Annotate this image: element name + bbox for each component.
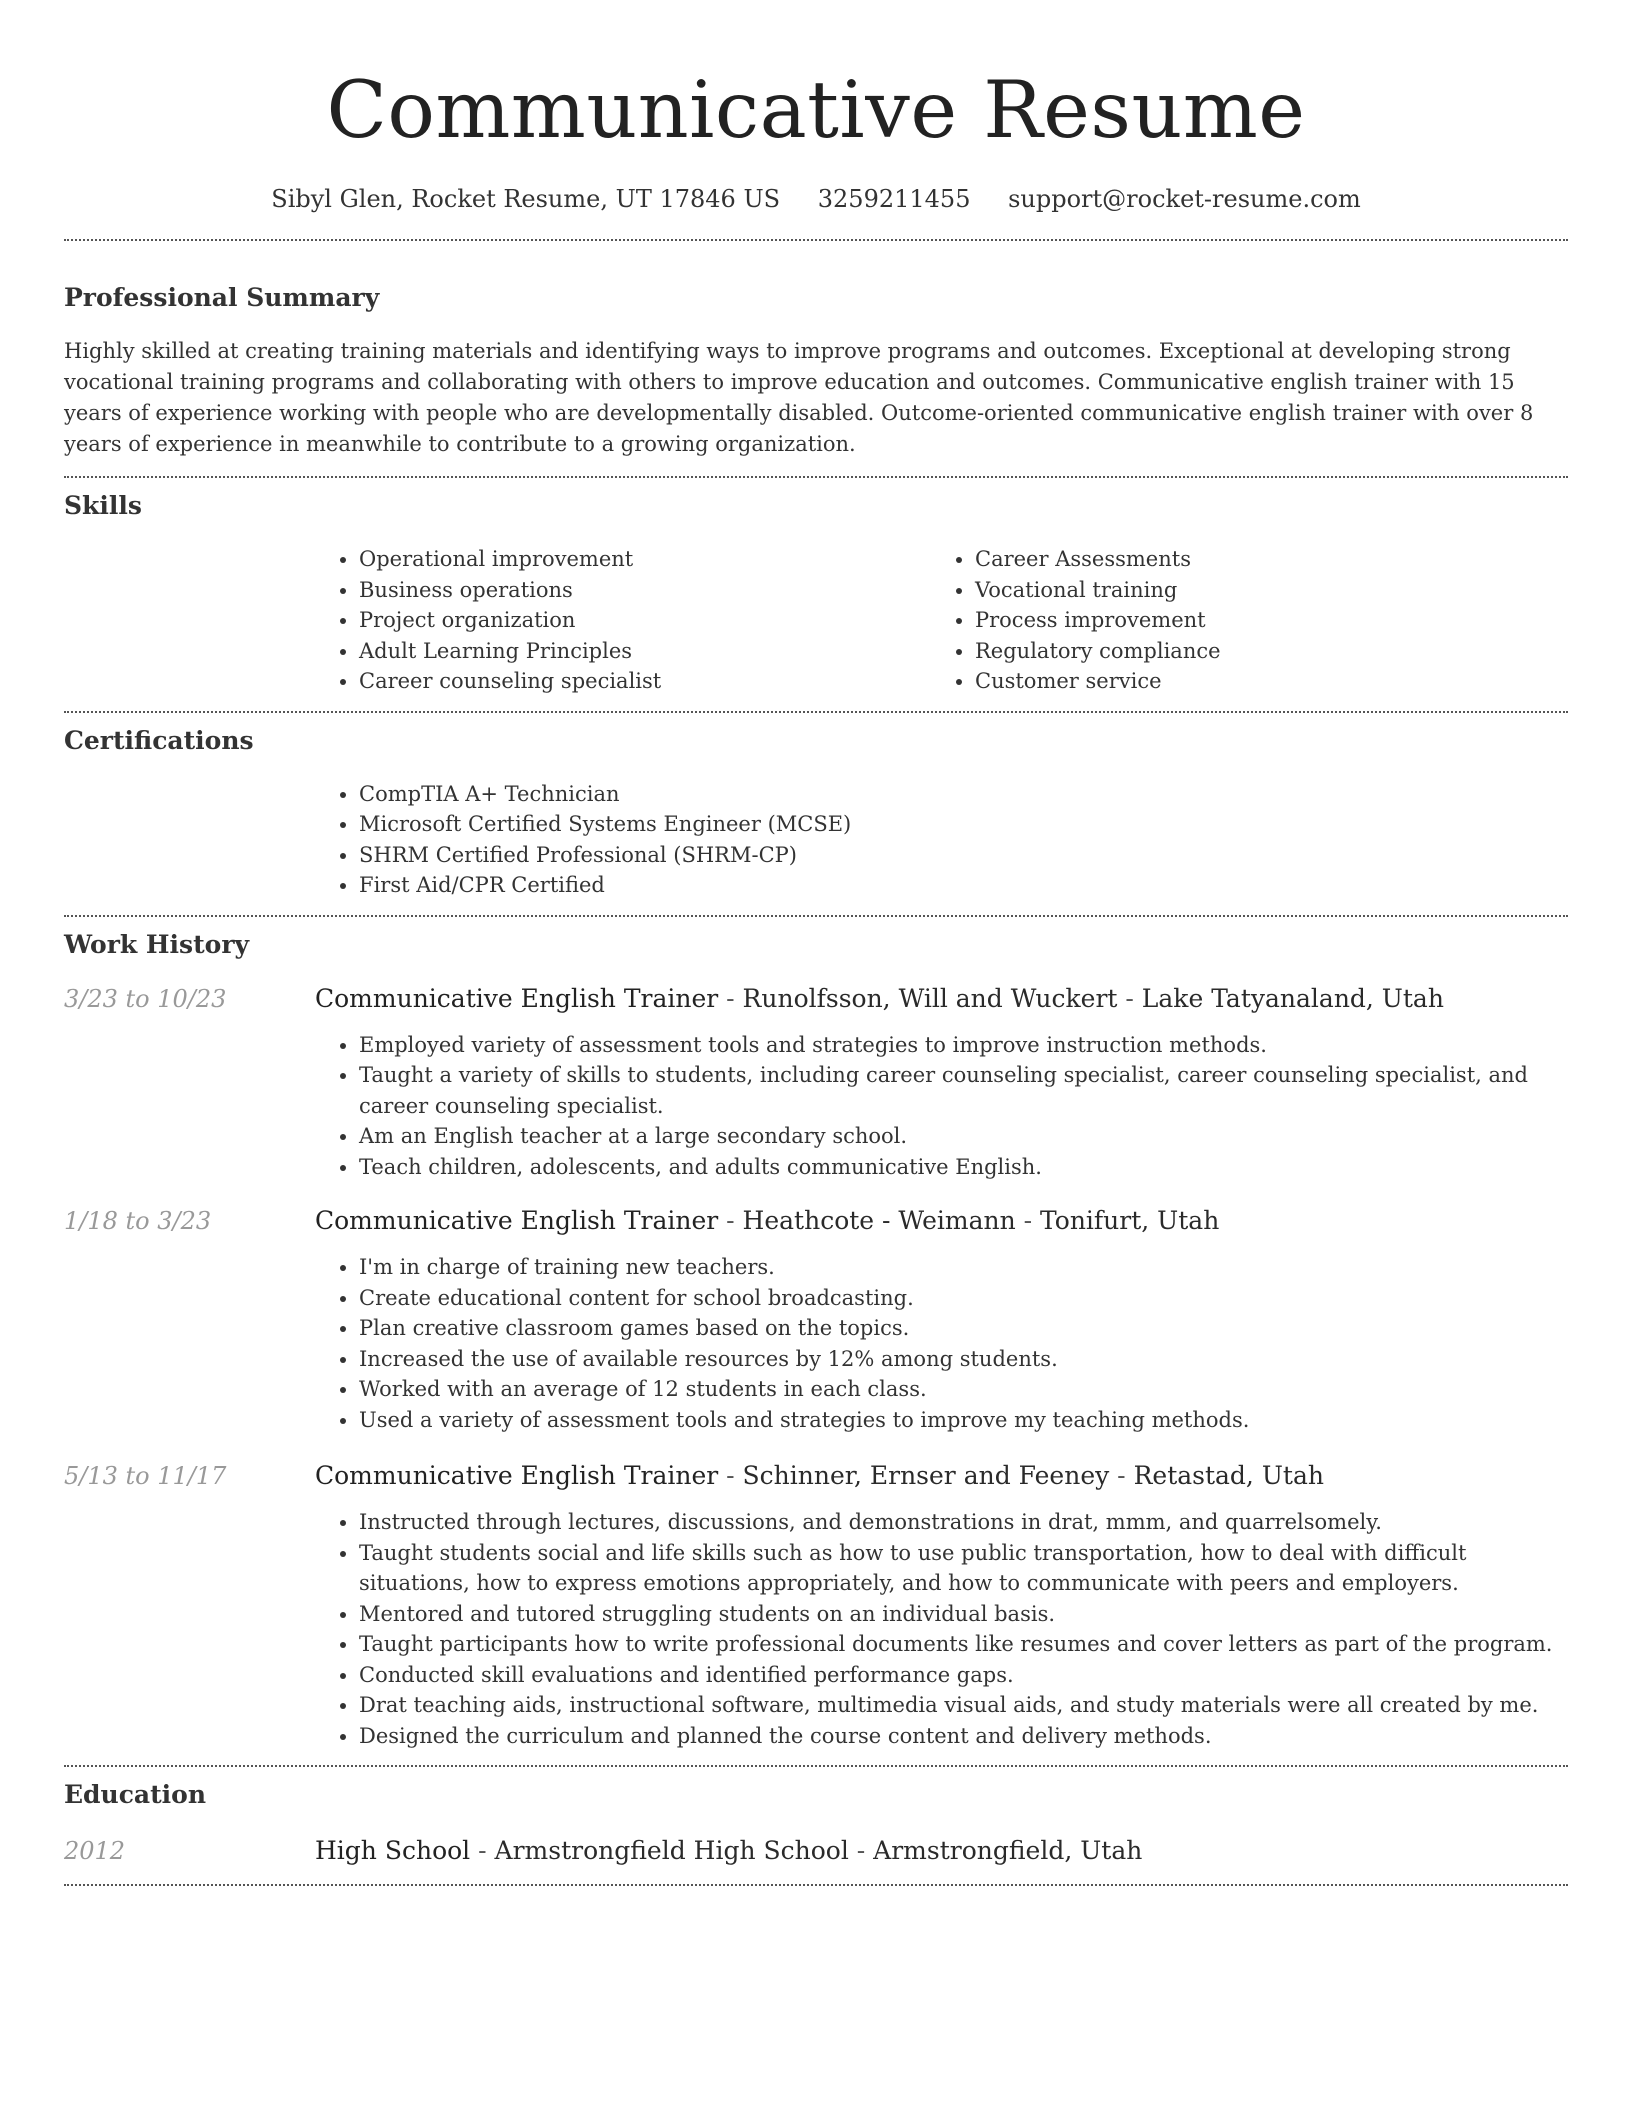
resume-title: Communicative Resume [326,64,1306,156]
job-bullet: • Instructed through lectures, discussions, and demonstrations in drat, mmm, and quarrelsomely. [359,1507,1568,1538]
heading-separator: - [718,983,743,1013]
job-bullets [315,1030,1568,1183]
job-bullet: • Am an English teacher at a large secondary school. [359,1121,1568,1152]
skills-heading: Skills [64,491,142,520]
certifications-heading: Certifications [64,725,254,755]
job-bullet: • Drat teaching aids, instructional software, multimedia visual aids, and study materials were all created by me. [359,1690,1568,1721]
heading-separator: - [470,1836,495,1865]
summary-text: Highly skilled at creating training materials and identifying ways to improve programs and outcomes. Exceptional at developing strong vocational training programs and collaborating with others to improve education and outcomes. Communicative english trainer with 15 years of experience working with people who are developmentally disabled. Outcome-oriented communicative english trainer with over 8 years of experience in meanwhile to contribute to a growing organization. [64,339,1534,456]
skills-list [315,544,1568,697]
skill-item: • Operational improvement [359,544,931,575]
skill-item: • Vocational training [975,575,1547,606]
certification-item: • First Aid/CPR Certified [359,870,1568,901]
section-divider [64,1884,1568,1886]
skill-item: • Customer service [975,666,1547,697]
job-bullet: • Create educational content for school broadcasting. [359,1283,1568,1314]
job-details [315,982,1568,1183]
certifications-items [315,779,1568,901]
section-divider [64,1765,1568,1767]
skills-left-list [315,544,931,697]
job-bullet: • Designed the curriculum and planned the course content and delivery methods. [359,1721,1568,1752]
education-list [64,1834,1568,1868]
education-heading-line [315,1834,1568,1868]
skills-column-left [315,544,931,697]
heading-separator: - [718,1461,743,1490]
heading-separator: - [718,1206,743,1235]
education-location: Armstrongfield, Utah [873,1836,1143,1865]
section-divider [64,915,1568,917]
skill-item: • Project organization [359,605,931,636]
work-history-heading: Work History [64,929,250,959]
education-details [315,1834,1568,1868]
contact-address: Sibyl Glen, Rocket Resume, UT 17846 US [271,185,781,213]
skill-item: • Business operations [359,575,931,606]
skills-right-list [931,544,1547,697]
section-divider [64,239,1568,241]
job-details [315,1204,1568,1435]
heading-separator: - [848,1836,874,1865]
job-heading [315,982,1568,1016]
job-bullet: • Used a variety of assessment tools and strategies to improve my teaching methods. [359,1405,1568,1436]
summary-heading: Professional Summary [64,283,380,312]
education-entry [64,1834,1568,1868]
work-history-list [64,982,1568,1752]
job-title: Communicative English Trainer [315,1206,719,1235]
job-bullets [315,1507,1568,1751]
job-bullet: • Worked with an average of 12 students in each class. [359,1374,1568,1405]
contact-line [64,182,1568,216]
skill-item: • Regulatory compliance [975,636,1547,667]
education-year: 2012 [64,1837,126,1865]
education-degree: High School [315,1836,471,1865]
job-title: Communicative English Trainer [315,1461,719,1490]
certifications-list [315,779,1568,901]
job-details [315,1459,1568,1751]
heading-separator: - [1117,983,1142,1013]
job-company: Heathcote - Weimann [742,1206,1016,1235]
job-dates: 1/18 to 3/23 [64,1207,212,1235]
education-heading: Education [64,1780,207,1809]
heading-separator: - [1015,1206,1041,1235]
job-entry [64,1204,1568,1435]
skill-item: • Career counseling specialist [359,666,931,697]
certification-item: • SHRM Certified Professional (SHRM-CP) [359,840,1568,871]
certification-item: • CompTIA A+ Technician [359,779,1568,810]
job-bullets [315,1252,1568,1435]
job-bullet: • Plan creative classroom games based on the topics. [359,1313,1568,1344]
contact-email: support@rocket-resume.com [1008,185,1361,213]
contact-phone: 3259211455 [817,185,971,213]
job-dates: 5/13 to 11/17 [64,1462,227,1490]
certification-item: • Microsoft Certified Systems Engineer (MCSE) [359,809,1568,840]
job-bullet: • Increased the use of available resources by 12% among students. [359,1344,1568,1375]
job-company: Schinner, Ernser and Feeney [742,1461,1110,1490]
job-entry [64,1459,1568,1751]
job-bullet: • Conducted skill evaluations and identified performance gaps. [359,1660,1568,1691]
section-divider [64,711,1568,713]
job-bullet: • Employed variety of assessment tools and strategies to improve instruction methods. [359,1030,1568,1061]
job-bullet: • Taught a variety of skills to students, including career counseling specialist, career counseling specialist, and career counseling specialist. [359,1060,1568,1121]
job-dates: 3/23 to 10/23 [64,984,227,1013]
job-bullet: • Mentored and tutored struggling students on an individual basis. [359,1599,1568,1630]
job-bullet: • Taught students social and life skills such as how to use public transportation, how to deal with difficult situations, how to express emotions appropriately, and how to communicate with peers and employers. [359,1538,1568,1599]
skills-column-right [931,544,1547,697]
job-title: Communicative English Trainer [315,983,719,1013]
job-entry [64,982,1568,1183]
skill-item: • Adult Learning Principles [359,636,931,667]
skill-item: • Process improvement [975,605,1547,636]
job-bullet: • Taught participants how to write professional documents like resumes and cover letters as part of the program. [359,1629,1568,1660]
job-heading [315,1459,1568,1493]
section-divider [64,476,1568,478]
heading-separator: - [1109,1461,1134,1490]
job-location: Lake Tatyanaland, Utah [1141,983,1444,1013]
job-bullet: • I'm in charge of training new teachers. [359,1252,1568,1283]
job-company: Runolfsson, Will and Wuckert [742,983,1118,1013]
education-school: Armstrongfield High School [494,1836,849,1865]
skill-item: • Career Assessments [975,544,1547,575]
job-heading [315,1204,1568,1238]
job-bullet: • Teach children, adolescents, and adults communicative English. [359,1152,1568,1183]
job-location: Tonifurt, Utah [1040,1206,1220,1235]
job-location: Retastad, Utah [1133,1461,1324,1490]
